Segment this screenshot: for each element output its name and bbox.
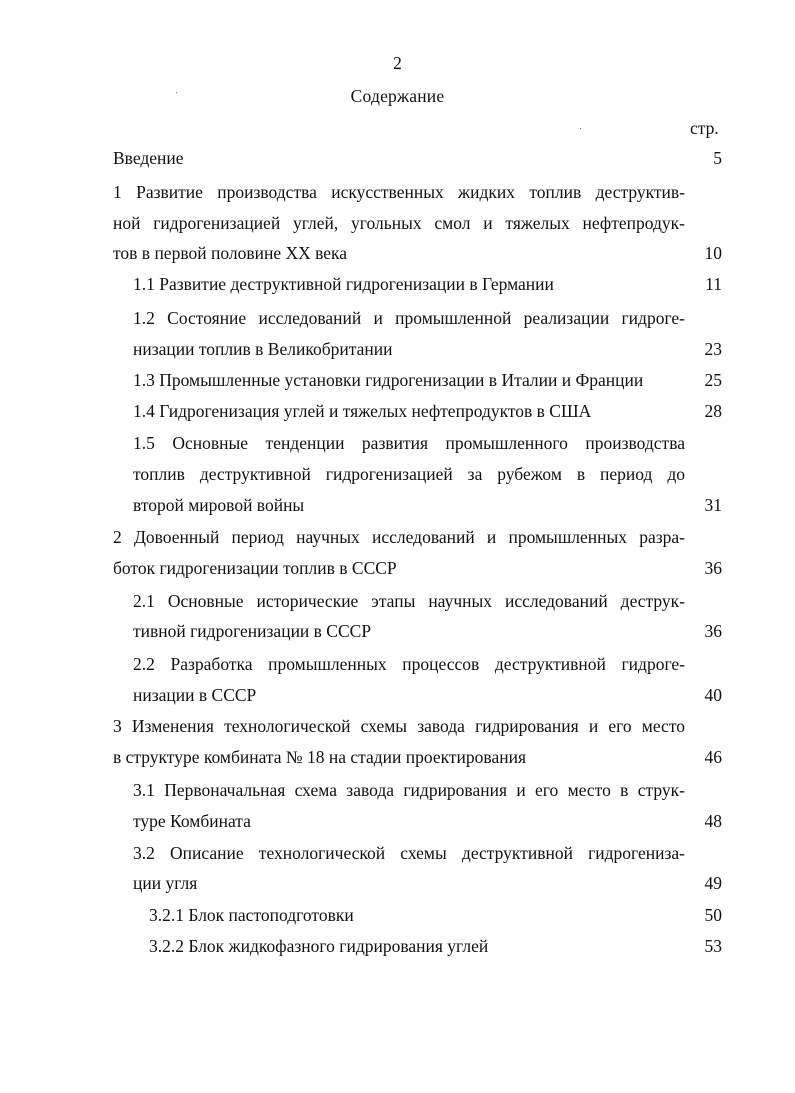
toc-line: 1.2 Состояние исследований и промышленной реализации гидроге- [133, 308, 685, 328]
toc-page-number: 23 [704, 339, 722, 359]
toc-line: 3.2.1 Блок пастоподготовки [149, 905, 354, 925]
toc-page-number: 50 [704, 905, 722, 925]
page-title: Содержание [350, 86, 445, 106]
toc-line: 1.3 Промышленные установки гидрогенизации в Италии и Франции [133, 370, 644, 390]
toc-line: 3.2.2 Блок жидкофазного гидрирования углей [149, 936, 489, 956]
scan-speck [580, 128, 581, 129]
toc-page-number: 5 [713, 148, 722, 168]
toc-page-number: 49 [704, 873, 722, 893]
toc-line: Введение [113, 148, 184, 168]
toc-line: 1.5 Основные тенденции развития промышленного производства [133, 433, 685, 453]
toc-page-number: 28 [704, 401, 722, 421]
toc-line: боток гидрогенизации топлив в СССР [113, 558, 397, 578]
toc-page-number: 25 [704, 370, 722, 390]
toc-line: туре Комбината [133, 811, 251, 831]
toc-line: 3 Изменения технологической схемы завода гидрирования и его место [113, 716, 685, 736]
toc-line: 1.1 Развитие деструктивной гидрогенизации в Германии [133, 274, 554, 294]
toc-line: тивной гидрогенизации в СССР [133, 621, 372, 641]
toc-line: 2.1 Основные исторические этапы научных исследований деструк- [133, 591, 685, 611]
toc-page-number: 36 [704, 558, 722, 578]
scan-speck [176, 92, 177, 93]
toc-page-number: 36 [704, 621, 722, 641]
toc-line: 1.4 Гидрогенизация углей и тяжелых нефтепродуктов в США [133, 401, 592, 421]
toc-line: тов в первой половине XX века [113, 243, 348, 263]
page-number: 2 [393, 53, 402, 73]
toc-line: низации топлив в Великобритании [133, 339, 393, 359]
toc-line: ной гидрогенизацией углей, угольных смол и тяжелых нефтепродук- [113, 213, 685, 233]
toc-line: 3.1 Первоначальная схема завода гидрирования и его место в струк- [133, 780, 685, 800]
toc-line: низации в СССР [133, 685, 257, 705]
toc-line: 3.2 Описание технологической схемы деструктивной гидрогениза- [133, 843, 685, 863]
toc-page-number: 53 [704, 936, 722, 956]
toc-page-number: 48 [704, 811, 722, 831]
toc-page-number: 11 [705, 274, 722, 294]
toc-line: 2 Довоенный период научных исследований и промышленных разра- [113, 527, 685, 547]
toc-line: второй мировой войны [133, 495, 305, 515]
toc-line: в структуре комбината № 18 на стадии проектирования [113, 747, 526, 767]
page-column-label: стр. [690, 118, 719, 138]
toc-page-number: 10 [704, 243, 722, 263]
toc-page-number: 31 [704, 495, 722, 515]
toc-line: 2.2 Разработка промышленных процессов деструктивной гидроге- [133, 654, 685, 674]
toc-line: ции угля [133, 873, 198, 893]
toc-page-number: 40 [704, 685, 722, 705]
toc-page-number: 46 [704, 747, 722, 767]
toc-line: топлив деструктивной гидрогенизацией за рубежом в период до [133, 464, 685, 484]
toc-line: 1 Развитие производства искусственных жидких топлив деструктив- [113, 182, 685, 202]
